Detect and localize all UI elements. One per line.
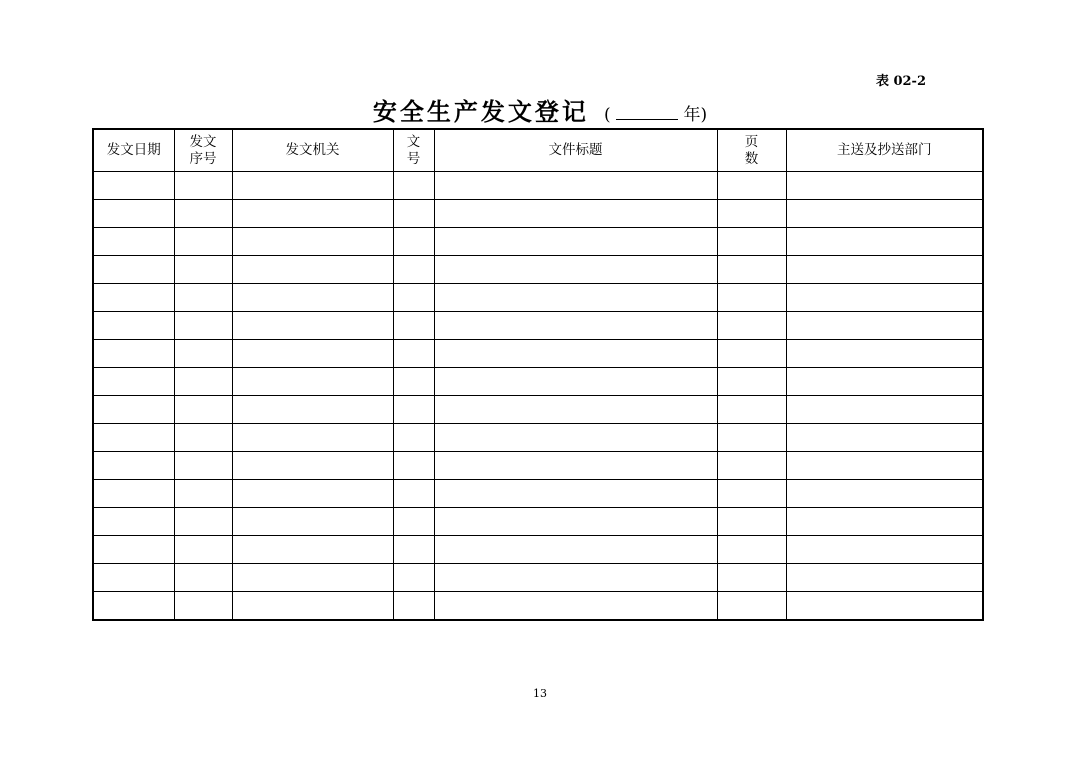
table-row [93, 228, 983, 256]
header-row [93, 129, 983, 172]
table-row [93, 592, 983, 621]
table-cell-recipients[interactable] [786, 172, 983, 200]
table-row [93, 172, 983, 200]
table-cell-serial-no[interactable] [174, 172, 232, 200]
dispatch-register-table [92, 128, 984, 621]
table-cell-recipients[interactable] [786, 396, 983, 424]
table-cell-doc-no[interactable] [393, 536, 434, 564]
table-cell-issuing-authority[interactable] [232, 452, 393, 480]
table-cell-date[interactable] [93, 536, 174, 564]
table-cell-doc-no[interactable] [393, 368, 434, 396]
column-header-line1: 主送及抄送部门 [837, 142, 932, 158]
table-cell-pages[interactable] [717, 424, 786, 452]
page-number: 13 [533, 687, 547, 700]
table-cell-date[interactable] [93, 508, 174, 536]
table-cell-pages[interactable] [717, 228, 786, 256]
table-cell-doc-title[interactable] [434, 396, 717, 424]
table-cell-pages[interactable] [717, 480, 786, 508]
table-cell-doc-no[interactable] [393, 228, 434, 256]
table-cell-doc-title[interactable] [434, 592, 717, 621]
table-cell-doc-title[interactable] [434, 368, 717, 396]
table-cell-recipients[interactable] [786, 228, 983, 256]
table-cell-issuing-authority[interactable] [232, 200, 393, 228]
column-header-doc-title [434, 129, 717, 172]
table-cell-doc-no[interactable] [393, 172, 434, 200]
table-cell-doc-title[interactable] [434, 228, 717, 256]
table-row [93, 536, 983, 564]
table-cell-doc-no[interactable] [393, 284, 434, 312]
table-cell-pages[interactable] [717, 284, 786, 312]
column-header-line1: 发文 [189, 133, 217, 150]
table-cell-pages[interactable] [717, 592, 786, 621]
table-cell-recipients[interactable] [786, 368, 983, 396]
column-header-doc-no [393, 129, 434, 172]
table-cell-pages[interactable] [717, 312, 786, 340]
table-row [93, 340, 983, 368]
table-cell-doc-no[interactable] [393, 396, 434, 424]
table-cell-issuing-authority[interactable] [232, 312, 393, 340]
table-cell-date[interactable] [93, 200, 174, 228]
table-cell-recipients[interactable] [786, 564, 983, 592]
table-cell-doc-title[interactable] [434, 424, 717, 452]
table-cell-issuing-authority[interactable] [232, 536, 393, 564]
table-row [93, 284, 983, 312]
table-cell-pages[interactable] [717, 564, 786, 592]
table-cell-serial-no[interactable] [174, 564, 232, 592]
table-cell-doc-no[interactable] [393, 312, 434, 340]
column-header-pages [717, 129, 786, 172]
column-header-line1: 文 [406, 133, 421, 150]
table-cell-recipients[interactable] [786, 536, 983, 564]
table-cell-date[interactable] [93, 396, 174, 424]
table-cell-recipients[interactable] [786, 256, 983, 284]
table-row [93, 256, 983, 284]
table-cell-doc-title[interactable] [434, 480, 717, 508]
table-cell-serial-no[interactable] [174, 592, 232, 621]
table-cell-date[interactable] [93, 284, 174, 312]
table-cell-serial-no[interactable] [174, 480, 232, 508]
year-blank-input[interactable] [616, 105, 678, 120]
table-row [93, 452, 983, 480]
table-cell-date[interactable] [93, 256, 174, 284]
column-header-line2: 数 [744, 150, 759, 167]
table-cell-doc-title[interactable] [434, 284, 717, 312]
table-cell-pages[interactable] [717, 340, 786, 368]
table-cell-doc-title[interactable] [434, 564, 717, 592]
table-cell-date[interactable] [93, 452, 174, 480]
table-cell-serial-no[interactable] [174, 368, 232, 396]
table-cell-doc-title[interactable] [434, 340, 717, 368]
table-cell-date[interactable] [93, 340, 174, 368]
table-cell-issuing-authority[interactable] [232, 256, 393, 284]
table-cell-recipients[interactable] [786, 508, 983, 536]
table-row [93, 480, 983, 508]
table-cell-pages[interactable] [717, 172, 786, 200]
table-cell-recipients[interactable] [786, 340, 983, 368]
table-cell-serial-no[interactable] [174, 536, 232, 564]
table-cell-serial-no[interactable] [174, 424, 232, 452]
table-cell-issuing-authority[interactable] [232, 368, 393, 396]
table-body [93, 172, 983, 621]
table-cell-doc-no[interactable] [393, 200, 434, 228]
table-cell-doc-title[interactable] [434, 508, 717, 536]
table-cell-doc-no[interactable] [393, 256, 434, 284]
table-cell-issuing-authority[interactable] [232, 228, 393, 256]
table-cell-serial-no[interactable] [174, 228, 232, 256]
column-header-recipients [786, 129, 983, 172]
column-header-serial-no [174, 129, 232, 172]
table-cell-doc-no[interactable] [393, 340, 434, 368]
table-cell-serial-no[interactable] [174, 312, 232, 340]
table-cell-issuing-authority[interactable] [232, 592, 393, 621]
table-cell-issuing-authority[interactable] [232, 284, 393, 312]
table-cell-date[interactable] [93, 564, 174, 592]
column-header-line1: 发文日期 [106, 142, 161, 158]
table-cell-pages[interactable] [717, 256, 786, 284]
table-cell-issuing-authority[interactable] [232, 396, 393, 424]
page-title: 安全生产发文登记 [372, 97, 589, 126]
column-header-line1: 发文机关 [285, 142, 340, 158]
table-cell-recipients[interactable] [786, 284, 983, 312]
table-cell-date[interactable] [93, 312, 174, 340]
table-cell-date[interactable] [93, 172, 174, 200]
table-cell-date[interactable] [93, 592, 174, 621]
table-cell-serial-no[interactable] [174, 452, 232, 480]
table-cell-issuing-authority[interactable] [232, 480, 393, 508]
column-header-line1: 页 [744, 133, 759, 150]
table-cell-recipients[interactable] [786, 424, 983, 452]
table-cell-recipients[interactable] [786, 200, 983, 228]
table-cell-doc-title[interactable] [434, 172, 717, 200]
year-field [604, 105, 707, 125]
table-cell-recipients[interactable] [786, 480, 983, 508]
table-cell-doc-title[interactable] [434, 452, 717, 480]
year-open-paren: ( [604, 105, 611, 125]
table-cell-serial-no[interactable] [174, 396, 232, 424]
title-block [0, 92, 1080, 127]
table-cell-recipients[interactable] [786, 312, 983, 340]
table-cell-issuing-authority[interactable] [232, 340, 393, 368]
table-cell-date[interactable] [93, 368, 174, 396]
table-cell-issuing-authority[interactable] [232, 172, 393, 200]
table-cell-doc-no[interactable] [393, 592, 434, 621]
table-cell-pages[interactable] [717, 396, 786, 424]
table-row [93, 424, 983, 452]
table-cell-pages[interactable] [717, 452, 786, 480]
table-cell-doc-no[interactable] [393, 424, 434, 452]
table-cell-serial-no[interactable] [174, 284, 232, 312]
table-cell-pages[interactable] [717, 536, 786, 564]
table-cell-serial-no[interactable] [174, 200, 232, 228]
table-row [93, 368, 983, 396]
table-cell-recipients[interactable] [786, 592, 983, 621]
table-cell-pages[interactable] [717, 508, 786, 536]
column-header-line1: 文件标题 [548, 142, 603, 158]
table-cell-doc-title[interactable] [434, 536, 717, 564]
table-cell-pages[interactable] [717, 368, 786, 396]
table-cell-doc-title[interactable] [434, 312, 717, 340]
table-row [93, 508, 983, 536]
year-suffix: 年) [683, 105, 708, 125]
table-row [93, 312, 983, 340]
table-row [93, 200, 983, 228]
column-header-line2: 序号 [189, 150, 217, 167]
table-row [93, 564, 983, 592]
column-header-line2: 号 [406, 150, 421, 167]
table-cell-doc-no[interactable] [393, 480, 434, 508]
table-cell-issuing-authority[interactable] [232, 508, 393, 536]
table-cell-doc-no[interactable] [393, 564, 434, 592]
form-code: 表 02-2 [875, 74, 926, 89]
column-header-issuing-authority [232, 129, 393, 172]
table-cell-issuing-authority[interactable] [232, 424, 393, 452]
table-cell-date[interactable] [93, 424, 174, 452]
table-cell-doc-title[interactable] [434, 256, 717, 284]
table-cell-date[interactable] [93, 480, 174, 508]
table-cell-date[interactable] [93, 228, 174, 256]
table-cell-serial-no[interactable] [174, 340, 232, 368]
column-header-date [93, 129, 174, 172]
table-cell-doc-no[interactable] [393, 452, 434, 480]
table-cell-doc-title[interactable] [434, 200, 717, 228]
table-cell-pages[interactable] [717, 200, 786, 228]
table-row [93, 396, 983, 424]
table-cell-recipients[interactable] [786, 452, 983, 480]
table-cell-doc-no[interactable] [393, 508, 434, 536]
table-cell-serial-no[interactable] [174, 256, 232, 284]
table-cell-serial-no[interactable] [174, 508, 232, 536]
table-cell-issuing-authority[interactable] [232, 564, 393, 592]
